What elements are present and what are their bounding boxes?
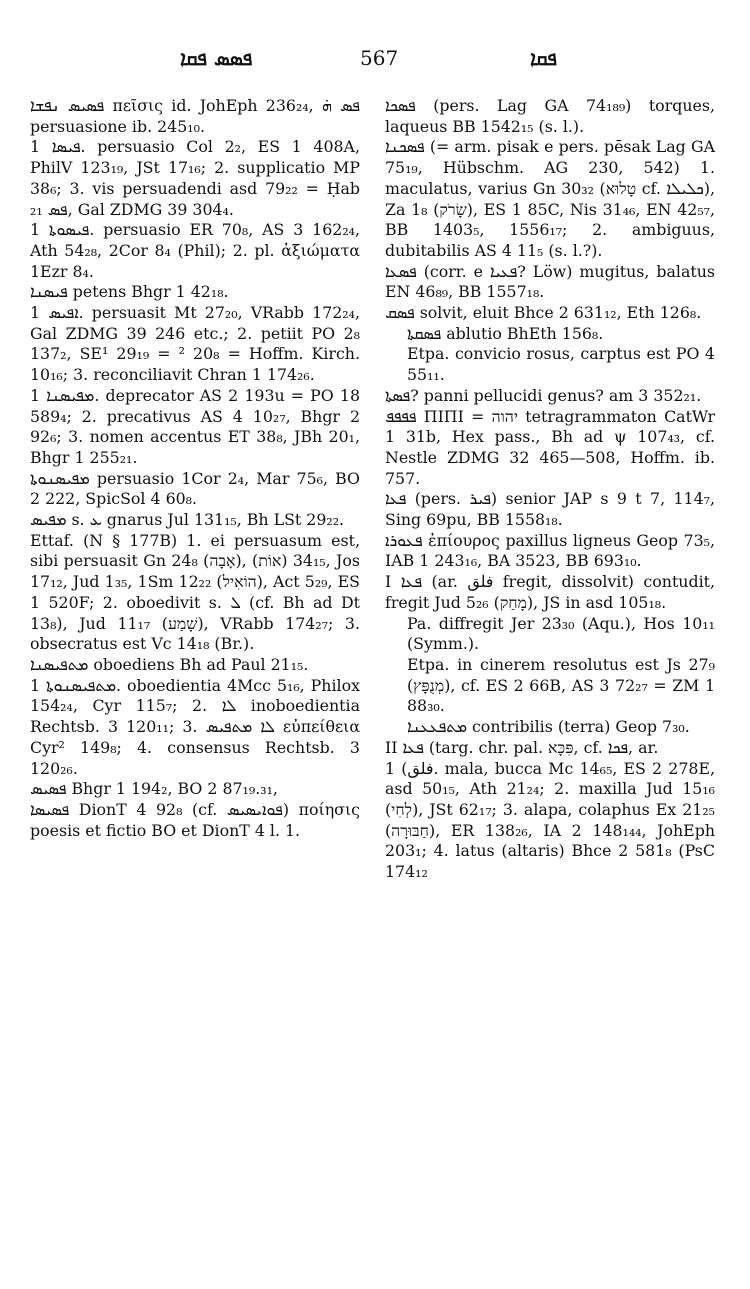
entry: ܐܦܝܣ 1. persuasit Mt 27₂₀, VRabb 172₂₄, Gal ZDMG 39 246 etc.; 2. petiit PO 2₈ 137₂, SE¹ 29₁₉ = ² 20₈ = Hoffm. Kirch. 10₁₆; 3. reconciliavit Chran 1 174₂₆. [30, 303, 360, 385]
entry: ﻓﻠﻖ) 1. mala, bucca Mc 14₆₅, ES 2 278E, asd 50₁₅, Ath 21₂₄; 2. maxilla Jud 15₁₆ (לְחִי), JSt 62₁₇; 3. alapa, colaphus Ex 21₂₅ (חַבּוּרָה), ER 138₂₆, IA 2 148₁₄₄, JohEph 203₁; 4. latus (altaris) Bhce 2 581₈ (PsC 174₁₂ [385, 758, 715, 882]
entry: Ettaf. (N § 177B) 1. ei persuasum est, sibi persuasit Gn 24₈ (אָבָה), 34₁₅ (אוֹת), Jos 17₁₂, Jud 1₃₅, 1Sm 12₂₂ (הוֹאִיל), Act 5₂₉, ES 1 520F; 2. oboedivit s. ܠ (cf. Bh ad Dt 13₈), Jud 11₁₇ (שָׁמַע), VRabb 174₂₇; 3. obsecratus est Vc 14₁₈ (Br.). [30, 530, 361, 654]
entry: ܦܥܐ (pers. ܦܝܪ) senior JAP s 9 t 7, 114₇, Sing 69pu, BB 1558₁₈. [385, 489, 715, 530]
entry: ܦܣܝܣ Bhgr 1 194₂, BO 2 87₁₉.₃₁, [30, 779, 278, 799]
entry: ܡܦܝܣܢܘܬܐ persuasio 1Cor 2₄, Mar 75₆, BO 2 222, SpicSol 4 60₈. [30, 468, 360, 509]
entry: ܡܬܦܥܥܢܐ contribilis (terra) Geop 7₃₀. [407, 717, 690, 737]
entry: ܦܝܣܐ 1. persuasio Col 2₂, ES 1 408A, PhilV 123₁₉, JSt 17₁₆; 2. supplicatio MP 38₆; 3. vis persuadendi asd 79₂₂ = Ḥab ܦܣ ₂₁, Gal ZDMG 39 304₄. [30, 137, 360, 219]
entry: Pa. diffregit Jer 23₃₀ (Aqu.), Hos 10₁₁ (Symm.). [407, 613, 715, 654]
entry: ܦܝܣܘܬܐ 1. persuasio ER 70₈, AS 3 162₂₄, Ath 54₂₈, 2Cor 8₄ (Phil); 2. pl. ἀξιώματα 1Ezr 8₄. [30, 220, 361, 281]
left-column [30, 96, 360, 841]
entry: ܡܦܝܣܢܐ 1. deprecator AS 2 193u = PO 18 589₄; 2. precativus AS 4 10₂₇, Bhgr 2 92₆; 3. nomen accentus ET 38₈, JBh 20₁, Bhgr 1 255₂₁. [30, 385, 361, 467]
running-head-left: ܦܣܣ ܦܩܐ [180, 46, 253, 70]
entry: ܦܣܟܐ (pers. Lag GA 74₁₈₉) torques, laqueus BB 1542₁₅ (s. l.). [385, 96, 715, 136]
entry: ܦܣܥܐ (corr. e ܦܥܝܐ? Löw) mugitus, balatus EN 46₈₉, BB 1557₁₈. [385, 261, 715, 302]
entry: Etpa. convicio rosus, carptus est PO 4 55₁₁. [407, 344, 715, 385]
entry: ܦܣܩ solvit, eluit Bhce 2 631₁₂, Eth 126₈. [385, 303, 702, 323]
entry: I ܦܥܐ (ar. ﻓﻠﻖ fregit, dissolvit) contudit, fregit Jud 5₂₆ (מָחַק), JS in asd 105₁₈. [385, 572, 716, 612]
entry: ܦܥܘܪܐ ἐπίουρος paxillus ligneus Geop 73₅, IAB 1 243₁₆, BA 3523, BB 693₁₀. [385, 530, 715, 571]
entry: ܡܦܝܣ s. ܥ gnarus Jul 131₁₅, Bh LSt 29₂₂. [30, 510, 345, 530]
entry: ܡܬܦܝܣܢܐ oboediens Bh ad Paul 21₁₅. [30, 654, 309, 674]
entry: II ܦܥܐ (targ. chr. pal. פִּכָּא, cf. ܦܟܐ, ar. [385, 737, 659, 757]
running-head-right: ܦܩܐ [530, 46, 558, 70]
entry: ܡܬܦܝܣܢܘܬܐ 1. oboedientia 4Mcc 5₁₆, Philox 154₂₄, Cyr 115₇; 2. ܠܐ inoboedientia Rechtsb. 3 120₁₁; 3. ܠܐ ܡܬܦܝܣ εὐπείθεια Cyr² 149₈; 4. consensus Rechtsb. 3 120₂₆. [30, 675, 361, 778]
entry: ܦܣܝܣ ܢܦܫܐ πεῖσις id. JohEph 236₂₄, ܦܣ ܗ̇ persuasione ib. 245₁₀. [30, 96, 360, 136]
right-column [385, 96, 715, 883]
entry: ܦܣܝܣܐ DionT 4 92₈ (cf. ܦܘܐܝܣܝܣ) ποίησις poesis et fictio BO et DionT 4 l. 1. [30, 799, 360, 840]
entry: ܦܝܣܢܐ petens Bhgr 1 42₁₈. [30, 282, 229, 302]
page-header [30, 46, 720, 86]
page-number: 567 [360, 46, 399, 70]
entry: ܦܣܩܬܐ ablutio BhEth 156₈. [407, 323, 604, 343]
entry: Etpa. in cinerem resolutus est Js 27₉ (מְנֻפָּץ), cf. ES 2 66B, AS 3 72₂₇ = ZM 1 88₃₀. [407, 654, 715, 716]
entry: ܦܣܬܐ? panni pellucidi genus? am 3 352₂₁. [385, 385, 702, 405]
entry: ܦܣܟܢܐ (= arm. pisak e pers. pēsak Lag GA 75₁₉, Hübschm. AG 230, 542) 1. maculatus, varius Gn 30₃₂ (טָלוּא cf. ܟܠܝܠܐ), Za 1₈ (שָׂרֹק), ES 1 85C, Nis 31₄₆, EN 42₅₇, BB 1403₅, 1556₁₇; 2. ambiguus, dubitabilis AS 4 11₅ (s. l.?). [385, 137, 716, 260]
entry: ܦܦܦܦ ΠΙΠΙ = יהוה tetragrammaton CatWr 1 31b, Hex pass., Bh ad ψ 107₄₃, cf. Nestle ZDMG 32 465—508, Hoffm. ib. 757. [385, 406, 715, 488]
